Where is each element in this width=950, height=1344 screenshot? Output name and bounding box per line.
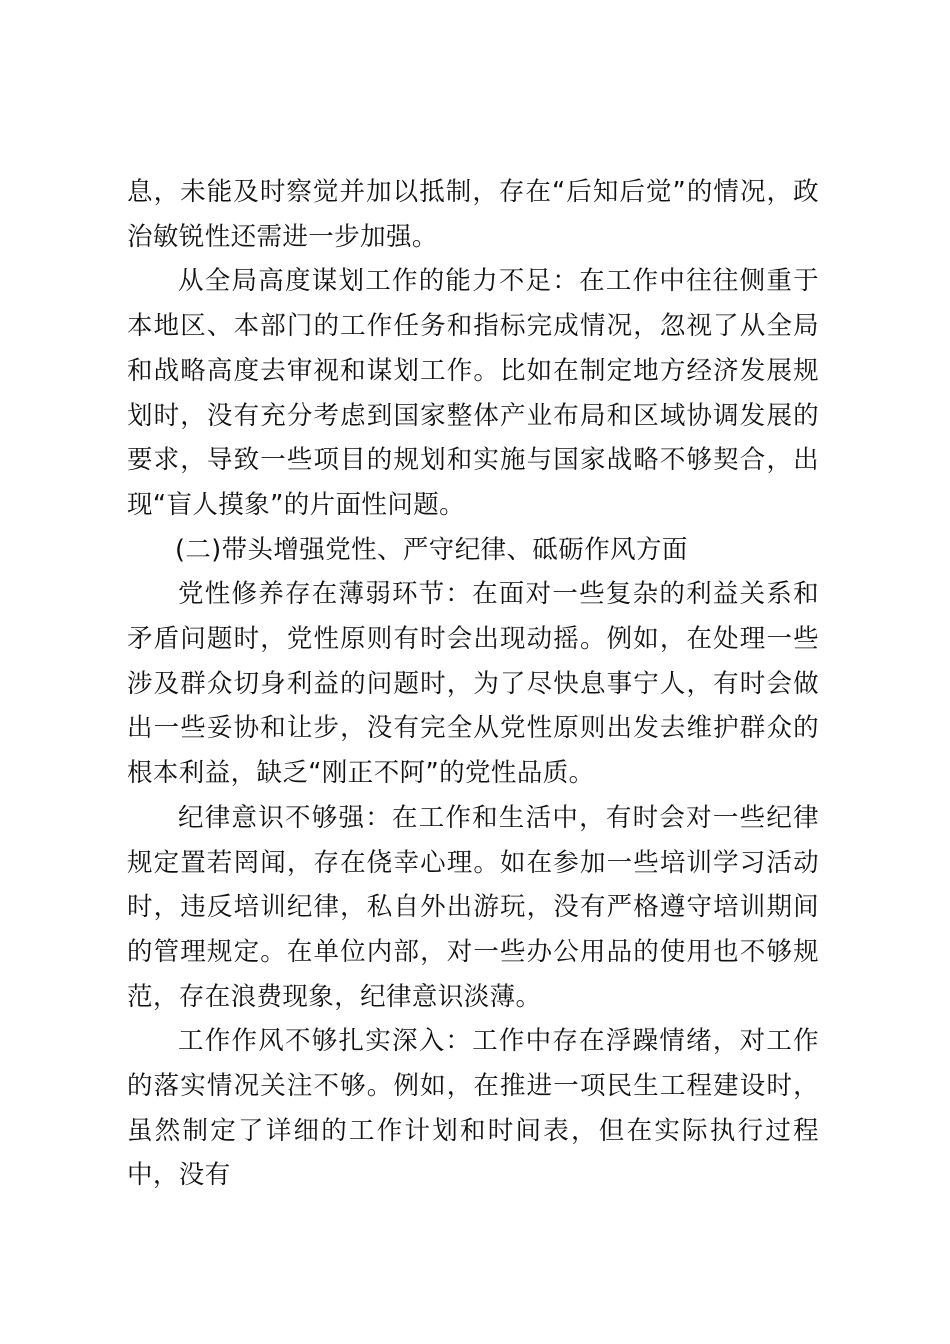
section-heading: (二)带头增强党性、严守纪律、砥砺作风方面 <box>175 534 688 565</box>
paragraph-continuation: 息，未能及时察觉并加以抵制，存在“后知后觉”的情况，政治敏锐性还需进一步加强。 <box>127 177 819 252</box>
document-body <box>127 170 819 1198</box>
paragraph-party-spirit: 党性修养存在薄弱环节：在面对一些复杂的利益关系和矛盾问题时，党性原则有时会出现动摇。例如，在处理一些涉及群众切身利益的问题时，为了尽快息事宁人，有时会做出一些妥协和让步，没有完全从党性原则出发去维护群众的根本利益，缺乏“刚正不阿”的党性品质。 <box>127 579 819 789</box>
paragraph-global-planning: 从全局高度谋划工作的能力不足：在工作中往往侧重于本地区、本部门的工作任务和指标完成情况，忽视了从全局和战略高度去审视和谋划工作。比如在制定地方经济发展规划时，没有充分考虑到国家整体产业布局和区域协调发展的要求，导致一些项目的规划和实施与国家战略不够契合，出现“盲人摸象”的片面性问题。 <box>127 266 819 520</box>
paragraph-discipline: 纪律意识不够强：在工作和生活中，有时会对一些纪律规定置若罔闻，存在侥幸心理。如在参加一些培训学习活动时，违反培训纪律，私自外出游玩，没有严格遵守培训期间的管理规定。在单位内部，对一些办公用品的使用也不够规范，存在浪费现象，纪律意识淡薄。 <box>127 802 819 1012</box>
paragraph-work-style: 工作作风不够扎实深入：工作中存在浮躁情绪，对工作的落实情况关注不够。例如，在推进一项民生工程建设时，虽然制定了详细的工作计划和时间表，但在实际执行过程中，没有 <box>127 1026 819 1191</box>
